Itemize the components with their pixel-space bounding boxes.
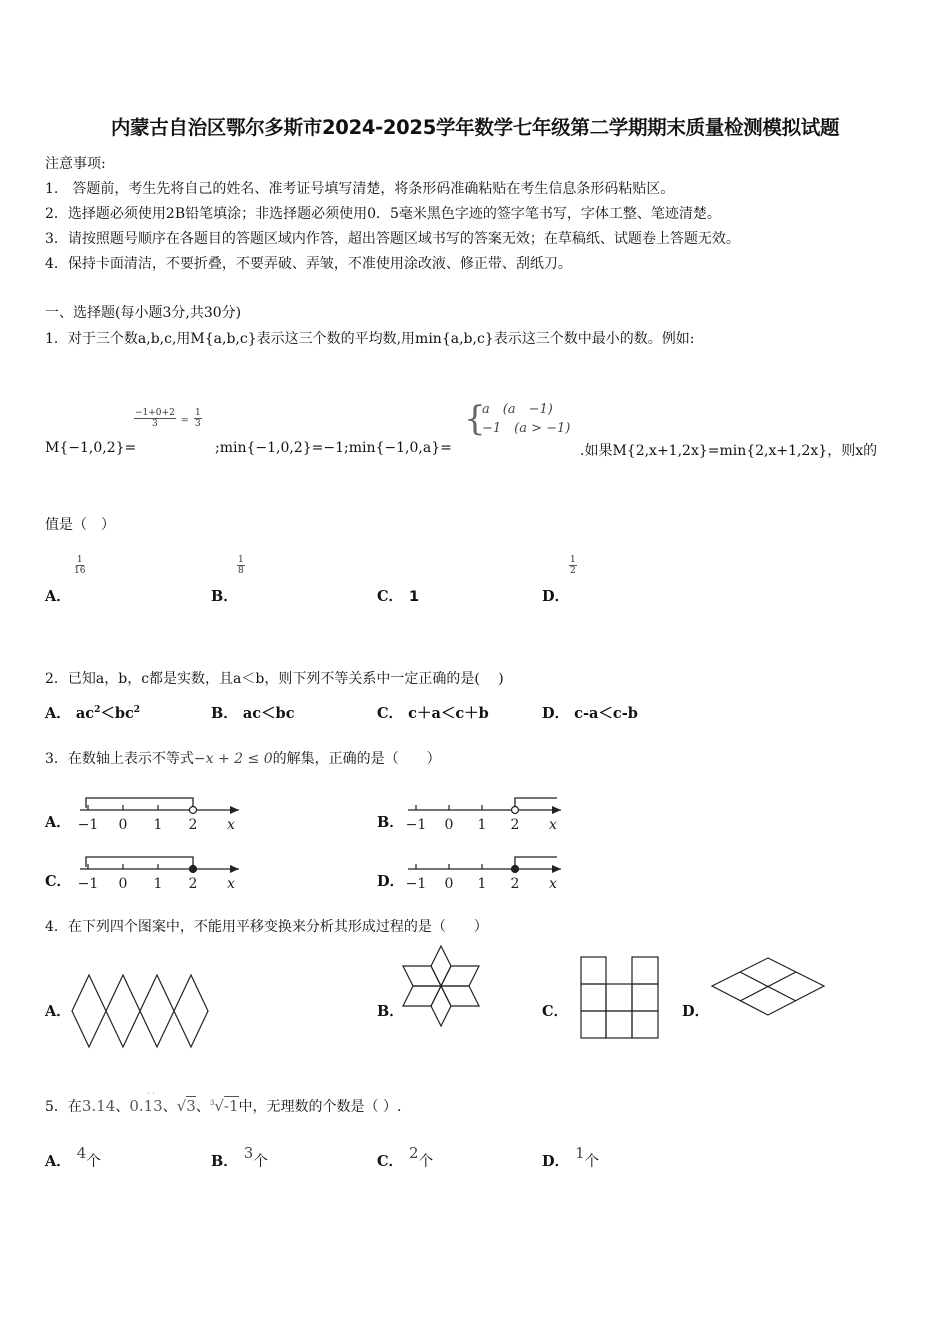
stem-text: 5．在 [45, 1099, 82, 1115]
question-1-tail: .如果M{2,x+1,2x}=min{2,x+1,2x}，则x的 [580, 443, 878, 459]
pattern-a-diamonds [72, 975, 212, 1049]
separator: 、 [195, 1099, 210, 1115]
question-5-stem [45, 1089, 402, 1116]
equals-sign: = [180, 415, 189, 426]
frac-denominator: 8 [238, 566, 244, 576]
option-label: D． [542, 705, 570, 722]
question-4-stem: 4．在下列四个图案中，不能用平移变换来分析其形成过程的是（ ） [45, 919, 488, 935]
option-number: 2 [409, 1144, 419, 1162]
option-number: 3 [243, 1144, 254, 1162]
frac-numerator: 1 [194, 408, 201, 418]
question-1-stem: 1．对于三个数a,b,c,用M{a,b,c}表示这三个数的平均数,用min{a,b,c}表示这三个数中最小的数。例如: [45, 331, 695, 347]
option-unit: 个 [86, 1154, 101, 1170]
open-point-icon [512, 807, 519, 814]
superscript: 2 [94, 705, 101, 716]
option-text: ac＜bc [242, 705, 295, 722]
tick-label: 1 [153, 817, 163, 833]
question-1-min-expr: ;min{−1,0,2}=−1;min{−1,0,a}= [215, 440, 452, 456]
open-point-icon [190, 807, 197, 814]
separator: 、 [115, 1099, 130, 1115]
repeat-dots-icon: · · [147, 1089, 155, 1098]
tick-label: −1 [405, 876, 427, 892]
frac-denominator: 16 [74, 566, 86, 576]
cube-root-minus-1 [210, 1097, 239, 1115]
option-unit: 个 [253, 1154, 268, 1170]
case-2: −1 (a > −1) [482, 421, 571, 436]
option-label: C． [377, 588, 404, 605]
radicand: -1 [223, 1097, 239, 1115]
tick-label: −1 [405, 817, 427, 833]
case-1: a (a −1) [482, 402, 553, 417]
radicand: 3 [186, 1097, 196, 1115]
frac-denominator: 3 [194, 419, 201, 429]
axis-variable-label: x [549, 817, 557, 833]
section-heading: 一、选择题(每小题3分,共30分) [45, 305, 242, 321]
option-text: c-a＜c-b [574, 705, 638, 722]
q5-option-c [377, 1144, 434, 1171]
option-label: A． [45, 1153, 71, 1170]
option-unit: 个 [418, 1154, 434, 1170]
sqrt-icon: √ [176, 1097, 187, 1115]
option-text: ＜bc [100, 705, 134, 722]
note-item: 4．保持卡面清洁，不要折叠，不要弄破、弄皱，不准使用涂改液、修正带、刮纸刀。 [45, 256, 572, 272]
tick-label: −1 [77, 876, 99, 892]
pattern-c-squares [580, 956, 660, 1040]
q5-option-a [45, 1144, 101, 1171]
separator: 、 [162, 1099, 177, 1115]
option-unit: 个 [584, 1154, 600, 1170]
solution-bracket [86, 798, 193, 808]
tick-label: 1 [477, 817, 487, 833]
page-title: 内蒙古自治区鄂尔多斯市2024-2025学年数学七年级第二学期期末质量检测模拟试题 [110, 116, 840, 139]
q1-option-d-label: D． [542, 588, 570, 605]
frac-numerator: 1 [76, 555, 83, 565]
frac-numerator: −1+0+2 [135, 408, 175, 418]
q5-option-d [542, 1144, 600, 1171]
option-label: B． [211, 705, 238, 722]
pattern-b-star [403, 946, 479, 1026]
sqrt-3 [177, 1096, 196, 1115]
option-number: 4 [76, 1144, 87, 1162]
stem-text: 的解集，正确的是（ ） [272, 751, 441, 767]
root-index: 3 [209, 1099, 215, 1107]
repeating-decimal [129, 1089, 163, 1115]
note-item: 3．请按照题号顺序在各题目的答题区域内作答，超出答题区域书写的答案无效；在草稿纸、试题卷上答题无效。 [45, 231, 740, 247]
q1-option-a-label: A． [45, 588, 71, 605]
arrow-icon [230, 806, 239, 814]
q4-option-b-label: B． [377, 1003, 404, 1020]
stem-text: 中，无理数的个数是（ ）. [238, 1099, 402, 1115]
axis-variable-label: x [549, 876, 557, 892]
option-label: B． [211, 1153, 238, 1170]
axis-variable-label: x [227, 876, 235, 892]
question-2-stem: 2．已知a，b，c都是实数，且a＜b，则下列不等关系中一定正确的是( ) [45, 671, 504, 687]
number-3-14: 3.14 [81, 1097, 116, 1115]
q3-option-c-label: C． [45, 873, 72, 890]
option-label: C． [377, 1153, 404, 1170]
tick-label: 1 [477, 876, 487, 892]
frac-denominator: 2 [570, 566, 576, 576]
tick-label: 0 [444, 817, 454, 833]
q4-option-c-label: C． [542, 1003, 569, 1020]
note-item: 2．选择题必须使用2B铅笔填涂；非选择题必须使用0．5毫米黑色字迹的签字笔书写，字体工整、笔迹清楚。 [45, 206, 721, 222]
sqrt-icon: √ [214, 1097, 224, 1115]
question-1-tail-2: 值是（ ） [45, 517, 115, 533]
closed-point-icon [512, 866, 519, 873]
option-label: D． [542, 1153, 570, 1170]
tick-label: 2 [510, 817, 520, 833]
option-label: A． [45, 705, 71, 722]
question-1-m-expr: M{−1,0,2}= [45, 440, 137, 456]
stem-text: 3．在数轴上表示不等式 [45, 751, 194, 767]
axis-variable-label: x [227, 817, 235, 833]
tick-label: −1 [77, 817, 99, 833]
q1-option-b-label: B． [211, 588, 238, 605]
q3-option-a-label: A． [45, 814, 71, 831]
tick-label: 2 [510, 876, 520, 892]
arrow-icon [230, 865, 239, 873]
q3-option-d-label: D． [377, 873, 405, 890]
option-text: c＋a＜c＋b [408, 705, 489, 722]
arrow-icon [552, 865, 561, 873]
notes-heading: 注意事项: [45, 156, 106, 172]
solution-bracket [515, 798, 557, 806]
option-number: 1 [575, 1144, 585, 1162]
brace-icon: { [464, 399, 486, 439]
option-value: 1 [409, 589, 420, 605]
tick-label: 0 [118, 876, 128, 892]
tick-label: 0 [444, 876, 454, 892]
frac-denominator: 3 [152, 419, 158, 429]
inequality: −x + 2 ≤ 0 [193, 751, 273, 767]
tick-label: 1 [153, 876, 163, 892]
closed-point-icon [190, 866, 197, 873]
tick-label: 0 [118, 817, 128, 833]
q5-option-b [211, 1144, 268, 1171]
frac-numerator: 1 [570, 555, 576, 565]
pattern-d-rhombi [710, 957, 826, 1017]
tick-label: 2 [188, 876, 198, 892]
number-0-13: 0.13 [129, 1097, 163, 1115]
option-label: C． [377, 705, 404, 722]
superscript: 2 [133, 705, 141, 716]
note-item: 1. 答题前，考生先将自己的姓名、准考证号填写清楚，将条形码准确粘贴在考生信息条形码粘贴区。 [45, 181, 675, 197]
frac-numerator: 1 [238, 555, 244, 565]
arrow-icon [552, 806, 561, 814]
q3-option-b-label: B． [377, 814, 404, 831]
option-text: ac [75, 705, 95, 722]
tick-label: 2 [188, 817, 198, 833]
q4-option-a-label: A． [45, 1003, 71, 1020]
solution-bracket [515, 857, 557, 865]
q4-option-d-label: D． [682, 1003, 710, 1020]
solution-bracket [86, 857, 193, 867]
